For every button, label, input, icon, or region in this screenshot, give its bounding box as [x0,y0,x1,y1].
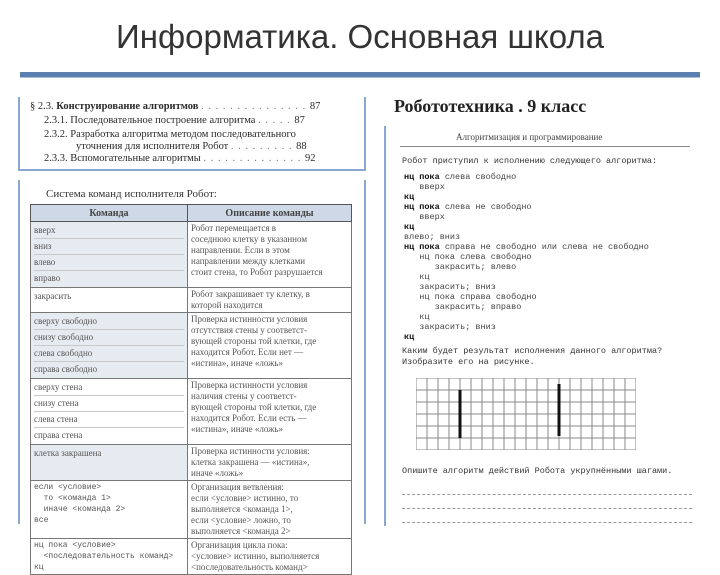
table-row [31,379,352,445]
toc-page: 87 [309,101,321,112]
description-line: <условие> истинно, выполняется [191,551,320,561]
toc-text: Разработка алгоритма методом последовательного [70,129,296,140]
toc-dots: . . . . . [258,115,295,126]
command-system-panel [18,180,366,572]
command-name: если <условие> [34,483,102,492]
command-name: сверху свободно [34,314,184,330]
description-line: Проверка истинности условия [191,314,308,324]
description-line: наличия стены у соответст- [191,391,297,401]
code-line: закрасить; вправо [404,302,522,312]
task-statement: Робот приступил к исполнению следующего алгоритма: [402,156,658,166]
column-header-command: Команда [31,205,188,222]
answer-line [402,522,692,523]
description-cell [188,445,352,481]
description-line: выполняется <команда 1>, [191,504,293,514]
description-cell [188,379,352,445]
table-row [31,445,352,481]
description-line: выполняется <команда 2> [191,526,291,536]
toc-dots: . . . . . . . . . [230,141,297,152]
toc-num: 2.3.3. [44,153,68,164]
command-table [30,204,352,575]
toc-text: уточнения для исполнителя Робот [76,141,229,152]
command-cell [31,539,188,575]
command-name: нц пока <условие> [34,541,116,550]
table-row [31,481,352,539]
toc-dots: . . . . . . . . . . . . . . [203,153,305,164]
description-line: если <условие> ложно, то [191,515,291,525]
robot-field-grid [416,378,636,450]
code-line: вверх [404,212,445,222]
description-line: стоит стена, то Робот разрушается [191,267,323,277]
command-name: снизу свободно [34,330,184,346]
code-line: нц пока слева свободно [404,252,532,262]
toc-page: 88 [296,141,307,152]
code-line: влево; вниз [404,232,461,242]
command-name: вверх [34,223,184,239]
description-cell [188,222,352,288]
description-line: вующей стороны той клетки, где [191,336,317,346]
code-line: закрасить; вниз [404,282,496,292]
table-row [31,313,352,379]
description-line: иначе «ложь» [191,468,244,478]
description-line: «истина», иначе «ложь» [191,358,283,368]
description-line: отсутствия стены у соответст- [191,325,307,335]
answer-prompt: Опишите алгоритм действий Робота укрупнёнными шагами. [402,466,673,476]
code-line: кц [404,222,415,232]
workbook-header-rule [400,146,690,147]
toc-num: 2.3.2. [44,129,68,140]
command-cell [31,379,188,445]
robotics-heading: Робототехника . 9 класс [394,96,587,116]
description-line: Робот закрашивает ту клетку, в [191,289,310,299]
command-cell [31,222,188,288]
toc-dots: . . . . . . . . . . . . . . . [201,101,310,112]
command-system-title: Система команд исполнителя Робот: [46,188,217,200]
description-line: если <условие> истинно, то [191,493,299,503]
code-line: закрасить; вниз [404,322,496,332]
table-row [31,222,352,288]
description-cell [188,481,352,539]
toc-line [44,129,296,140]
title-divider-thin [20,77,700,78]
code-line: кц [404,272,430,282]
description-line: Организация цикла пока: [191,540,288,550]
toc-page: 92 [304,153,316,164]
description-line: Проверка истинности условия: [191,446,310,456]
code-line: вверх [404,182,445,192]
description-cell [188,288,352,313]
toc-num: 2.3.1. [44,115,68,126]
toc-excerpt [18,97,366,171]
toc-line [76,141,307,152]
code-line: нц пока справа не свободно или слева не свободно [404,242,649,252]
command-name: закрасить [34,291,72,301]
description-line: Проверка истинности условия [191,380,308,390]
description-line: которой находится [191,300,263,310]
description-line: Робот перемещается в [191,223,277,233]
toc-text: Вспомогательные алгоритмы [70,153,201,164]
command-name: слева свободно [34,346,184,362]
toc-text: Конструирование алгоритмов [56,101,199,112]
table-row [31,288,352,313]
description-line: находится Робот. Если есть — [191,413,307,423]
command-name: кц [34,563,44,572]
command-name: <последовательность команд> [34,552,174,561]
toc-num: § 2.3. [30,101,54,112]
command-name: справа свободно [34,364,98,374]
toc-line [44,115,305,126]
command-name: влево [34,255,184,271]
grid-lines [416,378,636,450]
description-cell [188,539,352,575]
description-cell [188,313,352,379]
table-header-row [31,205,352,222]
answer-line [402,494,692,495]
code-line: нц пока слева свободно [404,172,517,182]
command-cell [31,288,188,313]
code-line: нц пока справа свободно [404,292,537,302]
command-name: клетка закрашена [34,448,102,458]
code-line: кц [404,312,430,322]
command-cell [31,481,188,539]
workbook-page [384,126,702,526]
description-line: направлении между клетками [191,256,306,266]
question-text: Каким будет результат исполнения данного алгоритма? Изобразите его на рисунке. [402,346,663,367]
toc-line [44,153,315,164]
command-name: иначе <команда 2> [34,505,126,514]
command-name: все [34,516,49,525]
command-cell [31,313,188,379]
command-name: вправо [34,273,61,283]
description-line: клетка закрашена — «истина», [191,457,310,467]
slide-title: Информатика. Основная школа [116,18,604,55]
description-line: <последовательность команд> [191,562,308,572]
command-name: справа стена [34,430,83,440]
toc-text: Последовательное построение алгоритма [70,115,256,126]
description-line: направлении. Если в этом [191,245,290,255]
description-line: Организация ветвления: [191,482,284,492]
description-line: находится Робот. Если нет — [191,347,304,357]
command-name: вниз [34,239,184,255]
answer-line [402,508,692,509]
command-name: сверху стена [34,380,184,396]
toc-page: 87 [294,115,305,126]
code-line: кц [404,192,415,202]
command-name: то <команда 1> [34,494,111,503]
command-name: слева стена [34,412,184,428]
toc-line [30,101,320,112]
table-row [31,539,352,575]
column-header-description: Описание команды [188,205,352,222]
code-line: кц [404,332,415,342]
workbook-header: Алгоритмизация и программирование [456,132,603,142]
command-cell [31,445,188,481]
description-line: вующей стороны той клетки, где [191,402,317,412]
description-line: «истина», иначе «ложь» [191,424,283,434]
description-line: соседнюю клетку в указанном [191,234,308,244]
code-line: нц пока слева не свободно [404,202,532,212]
code-line: закрасить; влево [404,262,517,272]
command-name: снизу стена [34,396,184,412]
